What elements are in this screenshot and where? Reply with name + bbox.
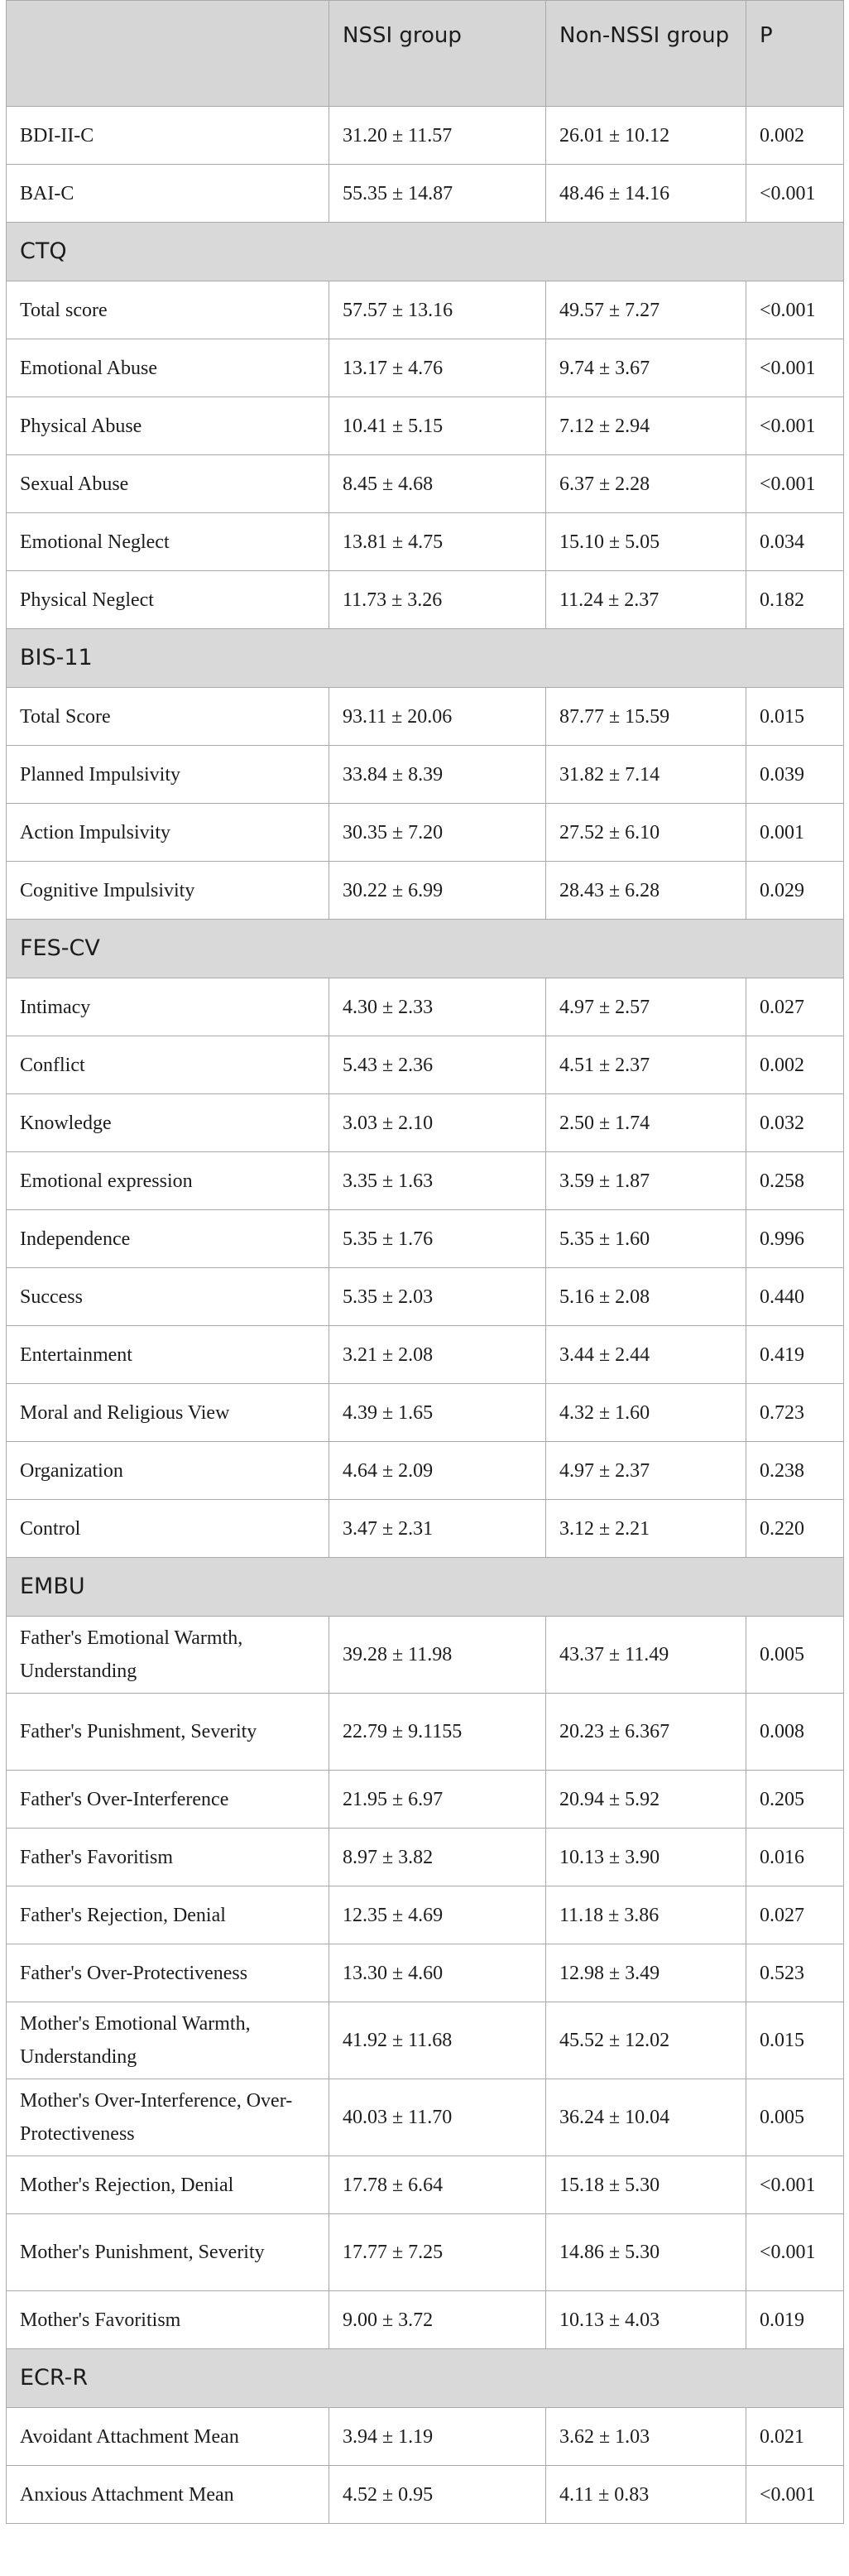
row-label: Father's Over-Protectiveness <box>7 1944 329 2002</box>
table-row <box>7 1771 844 1829</box>
p-value: 0.220 <box>746 1500 844 1558</box>
p-value: <0.001 <box>746 455 844 513</box>
non-nssi-value: 9.74 ± 3.67 <box>546 339 746 397</box>
row-label: Organization <box>7 1442 329 1500</box>
non-nssi-value: 10.13 ± 3.90 <box>546 1829 746 1886</box>
nssi-value: 13.17 ± 4.76 <box>329 339 546 397</box>
p-value: <0.001 <box>746 281 844 339</box>
row-label: Moral and Religious View <box>7 1384 329 1442</box>
table-row <box>7 455 844 513</box>
p-value: <0.001 <box>746 2466 844 2524</box>
nssi-value: 40.03 ± 11.70 <box>329 2079 546 2156</box>
nssi-value: 5.43 ± 2.36 <box>329 1036 546 1094</box>
p-value: 0.015 <box>746 2002 844 2079</box>
p-value: 0.019 <box>746 2291 844 2349</box>
nssi-value: 57.57 ± 13.16 <box>329 281 546 339</box>
row-label: Physical Abuse <box>7 397 329 455</box>
row-label: Planned Impulsivity <box>7 746 329 804</box>
nssi-value: 55.35 ± 14.87 <box>329 165 546 223</box>
p-value: 0.034 <box>746 513 844 571</box>
non-nssi-value: 4.32 ± 1.60 <box>546 1384 746 1442</box>
p-value: <0.001 <box>746 2214 844 2291</box>
table-header-row <box>7 1 844 107</box>
nssi-value: 11.73 ± 3.26 <box>329 571 546 629</box>
row-label: Father's Rejection, Denial <box>7 1886 329 1944</box>
row-label: Mother's Emotional Warmth, Understanding <box>7 2002 329 2079</box>
p-value: 0.002 <box>746 107 844 165</box>
p-value: 0.039 <box>746 746 844 804</box>
row-label: Control <box>7 1500 329 1558</box>
row-label: Conflict <box>7 1036 329 1094</box>
table-row <box>7 1829 844 1886</box>
nssi-value: 3.03 ± 2.10 <box>329 1094 546 1152</box>
table-row <box>7 2466 844 2524</box>
p-value: 0.021 <box>746 2408 844 2466</box>
non-nssi-value: 14.86 ± 5.30 <box>546 2214 746 2291</box>
p-value: 0.005 <box>746 2079 844 2156</box>
row-label: Emotional Abuse <box>7 339 329 397</box>
section-label: BIS-11 <box>7 629 844 688</box>
nssi-value: 4.30 ± 2.33 <box>329 978 546 1036</box>
row-label: Cognitive Impulsivity <box>7 862 329 920</box>
nssi-value: 4.64 ± 2.09 <box>329 1442 546 1500</box>
p-value: 0.008 <box>746 1694 844 1771</box>
non-nssi-value: 4.51 ± 2.37 <box>546 1036 746 1094</box>
non-nssi-value: 3.62 ± 1.03 <box>546 2408 746 2466</box>
non-nssi-value: 3.44 ± 2.44 <box>546 1326 746 1384</box>
nssi-value: 4.39 ± 1.65 <box>329 1384 546 1442</box>
p-value: 0.015 <box>746 688 844 746</box>
nssi-value: 22.79 ± 9.1155 <box>329 1694 546 1771</box>
non-nssi-value: 6.37 ± 2.28 <box>546 455 746 513</box>
p-value: 0.205 <box>746 1771 844 1829</box>
non-nssi-value: 10.13 ± 4.03 <box>546 2291 746 2349</box>
table-row <box>7 1036 844 1094</box>
row-label: Emotional Neglect <box>7 513 329 571</box>
row-label: Father's Punishment, Severity <box>7 1694 329 1771</box>
p-value: 0.029 <box>746 862 844 920</box>
nssi-value: 13.30 ± 4.60 <box>329 1944 546 2002</box>
non-nssi-value: 36.24 ± 10.04 <box>546 2079 746 2156</box>
nssi-value: 17.78 ± 6.64 <box>329 2156 546 2214</box>
p-value: 0.723 <box>746 1384 844 1442</box>
table-row <box>7 107 844 165</box>
p-value: 0.238 <box>746 1442 844 1500</box>
nssi-value: 3.47 ± 2.31 <box>329 1500 546 1558</box>
non-nssi-value: 7.12 ± 2.94 <box>546 397 746 455</box>
row-label: Total Score <box>7 688 329 746</box>
section-header-row <box>7 920 844 978</box>
non-nssi-value: 15.18 ± 5.30 <box>546 2156 746 2214</box>
row-label: Emotional expression <box>7 1152 329 1210</box>
table-row <box>7 978 844 1036</box>
section-header-row <box>7 1558 844 1617</box>
row-label: Mother's Favoritism <box>7 2291 329 2349</box>
table-row <box>7 281 844 339</box>
table-row <box>7 1152 844 1210</box>
section-header-row <box>7 2349 844 2408</box>
non-nssi-value: 27.52 ± 6.10 <box>546 804 746 862</box>
non-nssi-value: 48.46 ± 14.16 <box>546 165 746 223</box>
row-label: Father's Favoritism <box>7 1829 329 1886</box>
non-nssi-value: 15.10 ± 5.05 <box>546 513 746 571</box>
header-variable <box>7 1 329 107</box>
nssi-value: 93.11 ± 20.06 <box>329 688 546 746</box>
non-nssi-value: 43.37 ± 11.49 <box>546 1617 746 1694</box>
p-value: 0.419 <box>746 1326 844 1384</box>
non-nssi-value: 87.77 ± 15.59 <box>546 688 746 746</box>
nssi-value: 8.97 ± 3.82 <box>329 1829 546 1886</box>
comparison-table <box>6 0 844 2524</box>
table-row <box>7 746 844 804</box>
table-row <box>7 397 844 455</box>
p-value: 0.016 <box>746 1829 844 1886</box>
row-label: Action Impulsivity <box>7 804 329 862</box>
header-p-value: P <box>746 1 844 107</box>
table-row <box>7 2408 844 2466</box>
non-nssi-value: 2.50 ± 1.74 <box>546 1094 746 1152</box>
non-nssi-value: 11.24 ± 2.37 <box>546 571 746 629</box>
table-row <box>7 1886 844 1944</box>
nssi-value: 8.45 ± 4.68 <box>329 455 546 513</box>
row-label: Mother's Over-Interference, Over-Protectiveness <box>7 2079 329 2156</box>
p-value: <0.001 <box>746 397 844 455</box>
non-nssi-value: 4.11 ± 0.83 <box>546 2466 746 2524</box>
p-value: <0.001 <box>746 2156 844 2214</box>
p-value: 0.027 <box>746 1886 844 1944</box>
table-row <box>7 571 844 629</box>
table-row <box>7 1326 844 1384</box>
non-nssi-value: 3.59 ± 1.87 <box>546 1152 746 1210</box>
table-row <box>7 1094 844 1152</box>
nssi-value: 13.81 ± 4.75 <box>329 513 546 571</box>
p-value: 0.032 <box>746 1094 844 1152</box>
p-value: 0.996 <box>746 1210 844 1268</box>
section-label: CTQ <box>7 223 844 281</box>
nssi-value: 30.35 ± 7.20 <box>329 804 546 862</box>
nssi-value: 41.92 ± 11.68 <box>329 2002 546 2079</box>
p-value: 0.440 <box>746 1268 844 1326</box>
table-row <box>7 1617 844 1694</box>
non-nssi-value: 11.18 ± 3.86 <box>546 1886 746 1944</box>
row-label: Total score <box>7 281 329 339</box>
section-label: FES-CV <box>7 920 844 978</box>
nssi-value: 4.52 ± 0.95 <box>329 2466 546 2524</box>
non-nssi-value: 26.01 ± 10.12 <box>546 107 746 165</box>
section-label: EMBU <box>7 1558 844 1617</box>
table-row <box>7 165 844 223</box>
table-row <box>7 804 844 862</box>
row-label: Knowledge <box>7 1094 329 1152</box>
header-non-nssi-group: Non-NSSI group <box>546 1 746 107</box>
p-value: 0.523 <box>746 1944 844 2002</box>
row-label: Father's Emotional Warmth, Understanding <box>7 1617 329 1694</box>
p-value: 0.027 <box>746 978 844 1036</box>
non-nssi-value: 4.97 ± 2.57 <box>546 978 746 1036</box>
table-row <box>7 862 844 920</box>
table-row <box>7 339 844 397</box>
row-label: BAI-C <box>7 165 329 223</box>
nssi-value: 3.21 ± 2.08 <box>329 1326 546 1384</box>
row-label: Success <box>7 1268 329 1326</box>
non-nssi-value: 12.98 ± 3.49 <box>546 1944 746 2002</box>
row-label: Independence <box>7 1210 329 1268</box>
row-label: Avoidant Attachment Mean <box>7 2408 329 2466</box>
section-header-row <box>7 223 844 281</box>
non-nssi-value: 20.23 ± 6.367 <box>546 1694 746 1771</box>
row-label: Father's Over-Interference <box>7 1771 329 1829</box>
table-row <box>7 1384 844 1442</box>
table-row <box>7 688 844 746</box>
row-label: BDI-II-C <box>7 107 329 165</box>
p-value: <0.001 <box>746 339 844 397</box>
table-row <box>7 1210 844 1268</box>
non-nssi-value: 45.52 ± 12.02 <box>546 2002 746 2079</box>
non-nssi-value: 31.82 ± 7.14 <box>546 746 746 804</box>
nssi-value: 17.77 ± 7.25 <box>329 2214 546 2291</box>
nssi-value: 30.22 ± 6.99 <box>329 862 546 920</box>
nssi-value: 9.00 ± 3.72 <box>329 2291 546 2349</box>
row-label: Mother's Rejection, Denial <box>7 2156 329 2214</box>
nssi-value: 10.41 ± 5.15 <box>329 397 546 455</box>
p-value: 0.002 <box>746 1036 844 1094</box>
table-body <box>7 107 844 2524</box>
table-row <box>7 1694 844 1771</box>
p-value: <0.001 <box>746 165 844 223</box>
table-row <box>7 2002 844 2079</box>
row-label: Mother's Punishment, Severity <box>7 2214 329 2291</box>
header-nssi-group: NSSI group <box>329 1 546 107</box>
nssi-value: 21.95 ± 6.97 <box>329 1771 546 1829</box>
row-label: Intimacy <box>7 978 329 1036</box>
p-value: 0.001 <box>746 804 844 862</box>
table-row <box>7 2214 844 2291</box>
non-nssi-value: 28.43 ± 6.28 <box>546 862 746 920</box>
nssi-value: 12.35 ± 4.69 <box>329 1886 546 1944</box>
nssi-value: 31.20 ± 11.57 <box>329 107 546 165</box>
row-label: Sexual Abuse <box>7 455 329 513</box>
nssi-value: 3.94 ± 1.19 <box>329 2408 546 2466</box>
p-value: 0.005 <box>746 1617 844 1694</box>
nssi-value: 33.84 ± 8.39 <box>329 746 546 804</box>
row-label: Anxious Attachment Mean <box>7 2466 329 2524</box>
table-row <box>7 2156 844 2214</box>
p-value: 0.258 <box>746 1152 844 1210</box>
row-label: Entertainment <box>7 1326 329 1384</box>
table-row <box>7 1500 844 1558</box>
non-nssi-value: 5.35 ± 1.60 <box>546 1210 746 1268</box>
table-row <box>7 1268 844 1326</box>
nssi-value: 39.28 ± 11.98 <box>329 1617 546 1694</box>
nssi-value: 5.35 ± 1.76 <box>329 1210 546 1268</box>
section-header-row <box>7 629 844 688</box>
p-value: 0.182 <box>746 571 844 629</box>
table-row <box>7 2079 844 2156</box>
row-label: Physical Neglect <box>7 571 329 629</box>
non-nssi-value: 20.94 ± 5.92 <box>546 1771 746 1829</box>
non-nssi-value: 49.57 ± 7.27 <box>546 281 746 339</box>
section-label: ECR-R <box>7 2349 844 2408</box>
table-row <box>7 1944 844 2002</box>
nssi-value: 3.35 ± 1.63 <box>329 1152 546 1210</box>
non-nssi-value: 4.97 ± 2.37 <box>546 1442 746 1500</box>
non-nssi-value: 5.16 ± 2.08 <box>546 1268 746 1326</box>
table-row <box>7 1442 844 1500</box>
table-row <box>7 513 844 571</box>
nssi-value: 5.35 ± 2.03 <box>329 1268 546 1326</box>
table-row <box>7 2291 844 2349</box>
non-nssi-value: 3.12 ± 2.21 <box>546 1500 746 1558</box>
